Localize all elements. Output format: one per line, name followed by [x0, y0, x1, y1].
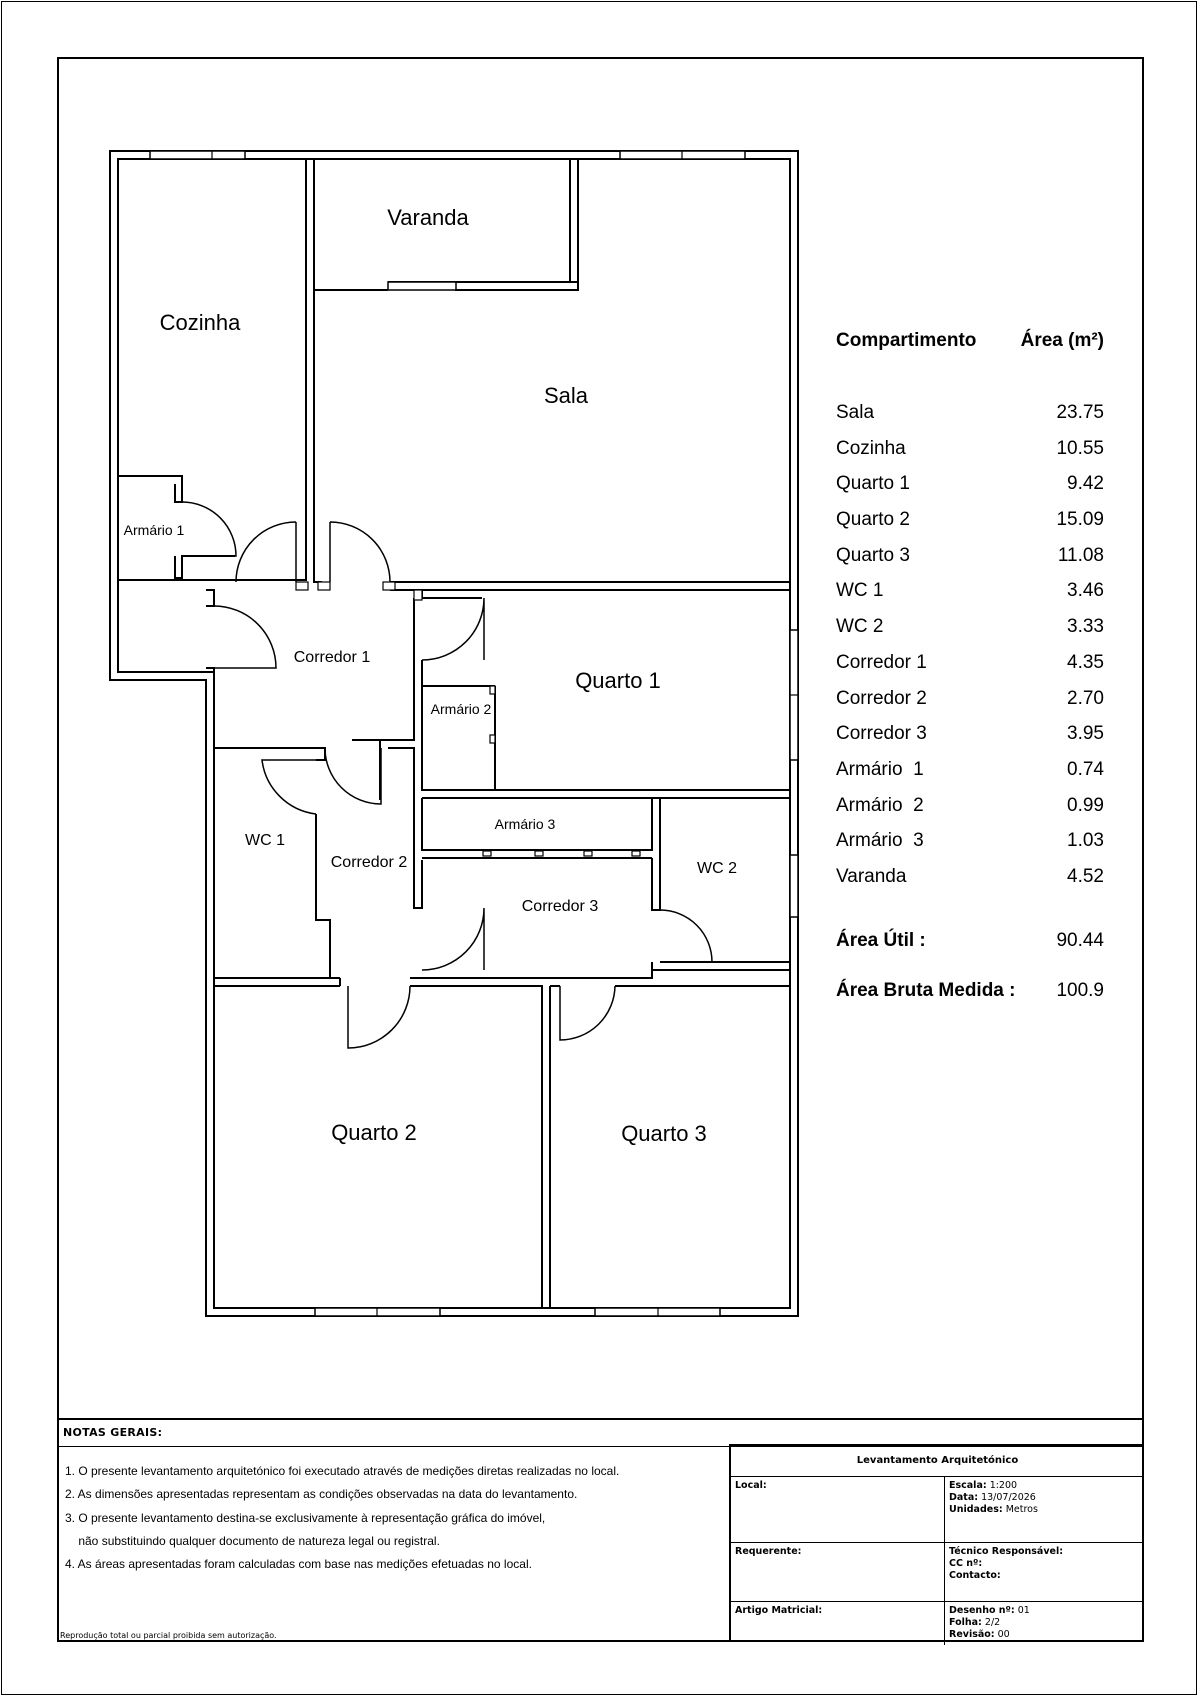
area-row-value: 10.55 [1056, 437, 1104, 459]
area-row-value: 3.33 [1067, 616, 1104, 638]
wall-wc1 [214, 748, 340, 978]
cc-label: CC nº: [949, 1558, 983, 1569]
area-row [836, 616, 1104, 652]
label-quarto3: Quarto 3 [621, 1121, 707, 1146]
local-label: Local: [731, 1477, 945, 1542]
tb-desenho-info: Desenho nº: 01 Folha: 2/2 Revisão: 00 [949, 1605, 1030, 1640]
desenho-value: 01 [1017, 1605, 1030, 1616]
window-wc2 [790, 855, 798, 917]
area-row [836, 473, 1104, 509]
label-quarto1: Quarto 1 [575, 668, 661, 693]
label-armario3: Armário 3 [494, 816, 556, 832]
area-row [836, 759, 1104, 795]
area-row-name: Corredor 1 [836, 651, 927, 673]
area-row [836, 723, 1104, 759]
title-block-heading: Levantamento Arquitetónico [731, 1446, 1144, 1477]
tecnico-label: Técnico Responsável: [949, 1546, 1064, 1557]
note-item: 1. O presente levantamento arquitetónico foi executado através de medições diretas realizadas no local. [65, 1464, 620, 1478]
wall-sala [314, 290, 790, 582]
area-bruta-label: Área Bruta Medida : [836, 979, 1016, 1001]
col-area: Área (m²) [1020, 330, 1104, 351]
area-row-value: 1.03 [1067, 830, 1104, 852]
area-row-name: Quarto 2 [836, 509, 910, 531]
area-row [836, 438, 1104, 474]
area-row-value: 15.09 [1056, 509, 1104, 531]
area-row [836, 795, 1104, 831]
area-row-name: Quarto 3 [836, 544, 910, 566]
artigo-label: Artigo Matricial: [731, 1602, 945, 1645]
wall-quarto1-bottom [422, 790, 790, 798]
area-row [836, 866, 1104, 902]
area-row-name: Quarto 1 [836, 473, 910, 495]
area-row-name: Armário 3 [836, 830, 924, 852]
area-row-name: Cozinha [836, 437, 906, 459]
area-row-value: 4.52 [1067, 865, 1104, 887]
window-cozinha [150, 151, 245, 159]
area-table-header [836, 330, 1104, 360]
door-wc2 [660, 910, 712, 962]
label-corredor1: Corredor 1 [293, 649, 371, 666]
wall-armario2 [352, 598, 495, 790]
area-table [836, 330, 1104, 1030]
wall-corredor1-left [206, 590, 325, 748]
area-row [836, 652, 1104, 688]
tb-row-requerente [731, 1543, 1144, 1602]
area-rows [836, 402, 1104, 902]
door-wc1 [262, 760, 325, 814]
area-row-name: Corredor 3 [836, 723, 927, 745]
note-item: 4. As áreas apresentadas foram calculadas com base nas medições efetuadas no local. [65, 1557, 532, 1572]
area-util-row [836, 930, 1104, 980]
label-sala: Sala [543, 383, 589, 408]
tb-tecnico-info [945, 1543, 1144, 1601]
door-armario1 [182, 502, 236, 556]
area-util-value: 90.44 [1056, 929, 1104, 951]
wall-cozinha [118, 159, 314, 582]
window-varanda-door [388, 282, 456, 290]
label-cozinha: Cozinha [159, 310, 241, 335]
area-row-name: WC 2 [836, 616, 884, 638]
label-varanda: Varanda [387, 205, 469, 230]
area-row-value: 0.99 [1067, 794, 1104, 816]
copyright-note: Reprodução total ou parcial proibida sem autorização. [60, 1631, 277, 1640]
folha-value: 2/2 [984, 1617, 1001, 1628]
label-armario2: Armário 2 [430, 701, 492, 717]
title-block [729, 1444, 1144, 1642]
door-sala [330, 522, 390, 582]
tb-row-artigo [731, 1602, 1144, 1645]
col-compartimento: Compartimento [836, 330, 977, 351]
area-row-name: Armário 1 [836, 758, 924, 780]
door-quarto3 [560, 986, 615, 1040]
escala-value: 1:200 [989, 1480, 1018, 1491]
wall-wc2 [652, 798, 790, 970]
area-row-name: Corredor 2 [836, 687, 927, 709]
data-value: 13/07/2026 [981, 1492, 1036, 1503]
requerente-label: Requerente: [731, 1543, 945, 1601]
note-item: 2. As dimensões apresentadas representam as condições observadas na data do levantamento. [65, 1487, 578, 1502]
area-row-value: 4.35 [1067, 651, 1104, 673]
unidades-value: Metros [1005, 1504, 1038, 1515]
area-row-value: 3.46 [1067, 580, 1104, 602]
note-item: não substituindo qualquer documento de natureza legal ou registral. [65, 1533, 440, 1548]
door-cozinha [236, 522, 296, 582]
door-corr3 [422, 908, 484, 970]
area-row-value: 2.70 [1067, 687, 1104, 709]
area-row [836, 830, 1104, 866]
notes-title: NOTAS GERAIS: [63, 1426, 163, 1439]
revisao-value: 00 [997, 1629, 1010, 1640]
label-corredor3: Corredor 3 [521, 898, 599, 915]
notes-list [65, 1460, 619, 1576]
door-armario2-corr [325, 748, 381, 804]
area-row-name: Sala [836, 402, 875, 423]
area-bruta-value: 100.9 [1056, 979, 1104, 1001]
label-wc1: WC 1 [245, 832, 285, 849]
wall-quarto1-top [390, 590, 790, 598]
area-row-value: 3.95 [1067, 723, 1104, 745]
wall-corredor2 [380, 740, 422, 908]
label-wc2: WC 2 [697, 860, 737, 877]
area-row-value: 23.75 [1056, 402, 1104, 423]
area-row-name: WC 1 [836, 580, 884, 602]
area-row-name: Varanda [836, 865, 907, 887]
area-row-value: 0.74 [1067, 758, 1104, 780]
note-item: 3. O presente levantamento destina-se exclusivamente à representação gráfica do imóvel, [65, 1510, 546, 1525]
door-entrada [214, 606, 276, 668]
tb-row-local [731, 1477, 1144, 1543]
area-row [836, 509, 1104, 545]
area-row-value: 9.42 [1067, 473, 1104, 495]
area-row [836, 402, 1104, 438]
label-quarto2: Quarto 2 [331, 1120, 417, 1145]
area-row-value: 11.08 [1057, 544, 1104, 566]
area-row [836, 580, 1104, 616]
label-armario1: Armário 1 [123, 522, 185, 538]
door-quarto1 [422, 598, 484, 660]
door-quarto2 [348, 986, 410, 1048]
area-row [836, 688, 1104, 724]
area-row-name: Armário 2 [836, 794, 924, 816]
area-util-label: Área Útil : [836, 929, 926, 951]
area-bruta-row [836, 980, 1104, 1030]
area-row [836, 545, 1104, 581]
tb-scale-info: Escala: 1:200 Data: 13/07/2026 Unidades: Metros [949, 1480, 1038, 1515]
label-corredor2: Corredor 2 [330, 854, 408, 871]
contacto-label: Contacto: [949, 1570, 1001, 1581]
